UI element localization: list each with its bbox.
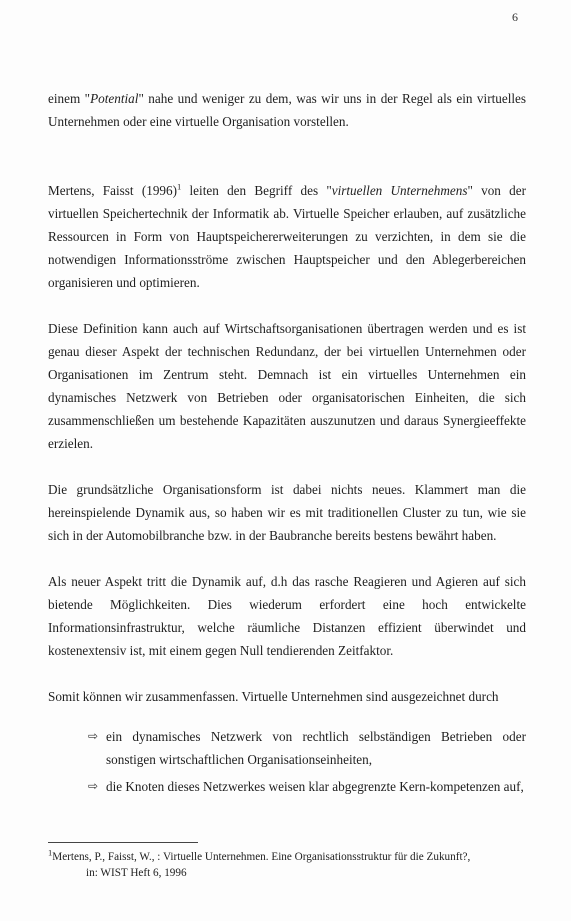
paragraph-2-italic-term: virtuellen Unternehmens — [331, 183, 468, 198]
list-item-text: ein dynamisches Netzwerk von rechtlich selbständigen Betrieben oder sonstigen wirtschaftlichen Organisationseinheiten, — [106, 729, 526, 767]
body-text — [48, 87, 526, 802]
footnote-marker: 1 — [48, 847, 53, 858]
paragraph-1-text-end: " nahe und weniger zu dem, was wir uns in der Regel als ein virtuelles Unternehmen oder eine virtuelle Organisation vorstellen. — [48, 91, 527, 129]
paragraph-2-text-start: Mertens, Faisst (1996) — [48, 183, 177, 198]
paragraph-1 — [48, 87, 526, 133]
footnote-divider — [48, 842, 198, 843]
list-item — [88, 775, 526, 798]
paragraph-3: Diese Definition kann auch auf Wirtschaftsorganisationen übertragen werden und es ist genau dieser Aspekt der technischen Redundanz, der bei virtuellen Unternehmen oder Organisationen im Zentrum steht. Demnach ist ein virtuelles Unternehmen ein dynamisches Netzwerk von Betrieben oder organisatorischen Einheiten, die sich zusammenschließen um bestehende Kapazitäten auszunutzen und daraus Synergieeffekte erzielen. — [48, 321, 526, 451]
arrow-right-icon: ⇨ — [88, 779, 99, 793]
paragraph-2 — [48, 179, 526, 294]
footnote-reference[interactable]: 1 — [177, 181, 182, 192]
arrow-right-icon: ⇨ — [88, 729, 99, 743]
footnote-line-2: in: WIST Heft 6, 1996 — [86, 867, 187, 879]
page-number: 6 — [512, 10, 518, 24]
paragraph-1-italic-term: Potential — [90, 91, 139, 106]
paragraph-6: Somit können wir zusammenfassen. Virtuelle Unternehmen sind ausgezeichnet durch — [48, 689, 499, 704]
list-item — [88, 725, 526, 771]
paragraph-5: Als neuer Aspekt tritt die Dynamik auf, d.h das rasche Reagieren und Agieren auf sich bietende Möglichkeiten. Dies wiederum erfordert eine hoch entwickelte Informationsinfrastruktur, welche räumliche Distanzen effizient überwindet und kostenextensiv ist, mit einem gegen Null tendierenden Zeitfaktor. — [48, 574, 526, 658]
list-item-text: die Knoten dieses Netzwerkes weisen klar abgegrenzte Kern-kompetenzen auf, — [106, 779, 524, 794]
paragraph-1-text-start: einem " — [48, 91, 91, 106]
bullet-list — [48, 725, 526, 798]
paragraph-2-text-mid: leiten den Begriff des " — [181, 183, 332, 198]
paragraph-4: Die grundsätzliche Organisationsform ist dabei nichts neues. Klammert man die hereinspielende Dynamik aus, so haben wir es mit traditionellen Cluster zu tun, wie sie sich in der Automobilbranche bzw. in der Baubranche bereits bestens bewährt haben. — [48, 482, 526, 543]
paragraph-2-text-end: " von der virtuellen Speichertechnik der Informatik ab. Virtuelle Speicher erlauben, auf zusätzliche Ressourcen in Form von Hauptspeichererweiterungen zu verzichten, in dem sie die notwendigen Informationsströme zwischen Hauptspeicher und den Ablegerbereichen organisieren und optimieren. — [48, 183, 526, 290]
footnote — [48, 849, 526, 881]
footnote-line-1: Mertens, P., Faisst, W., : Virtuelle Unternehmen. Eine Organisationsstruktur für die Zukunft?, — [52, 851, 471, 863]
